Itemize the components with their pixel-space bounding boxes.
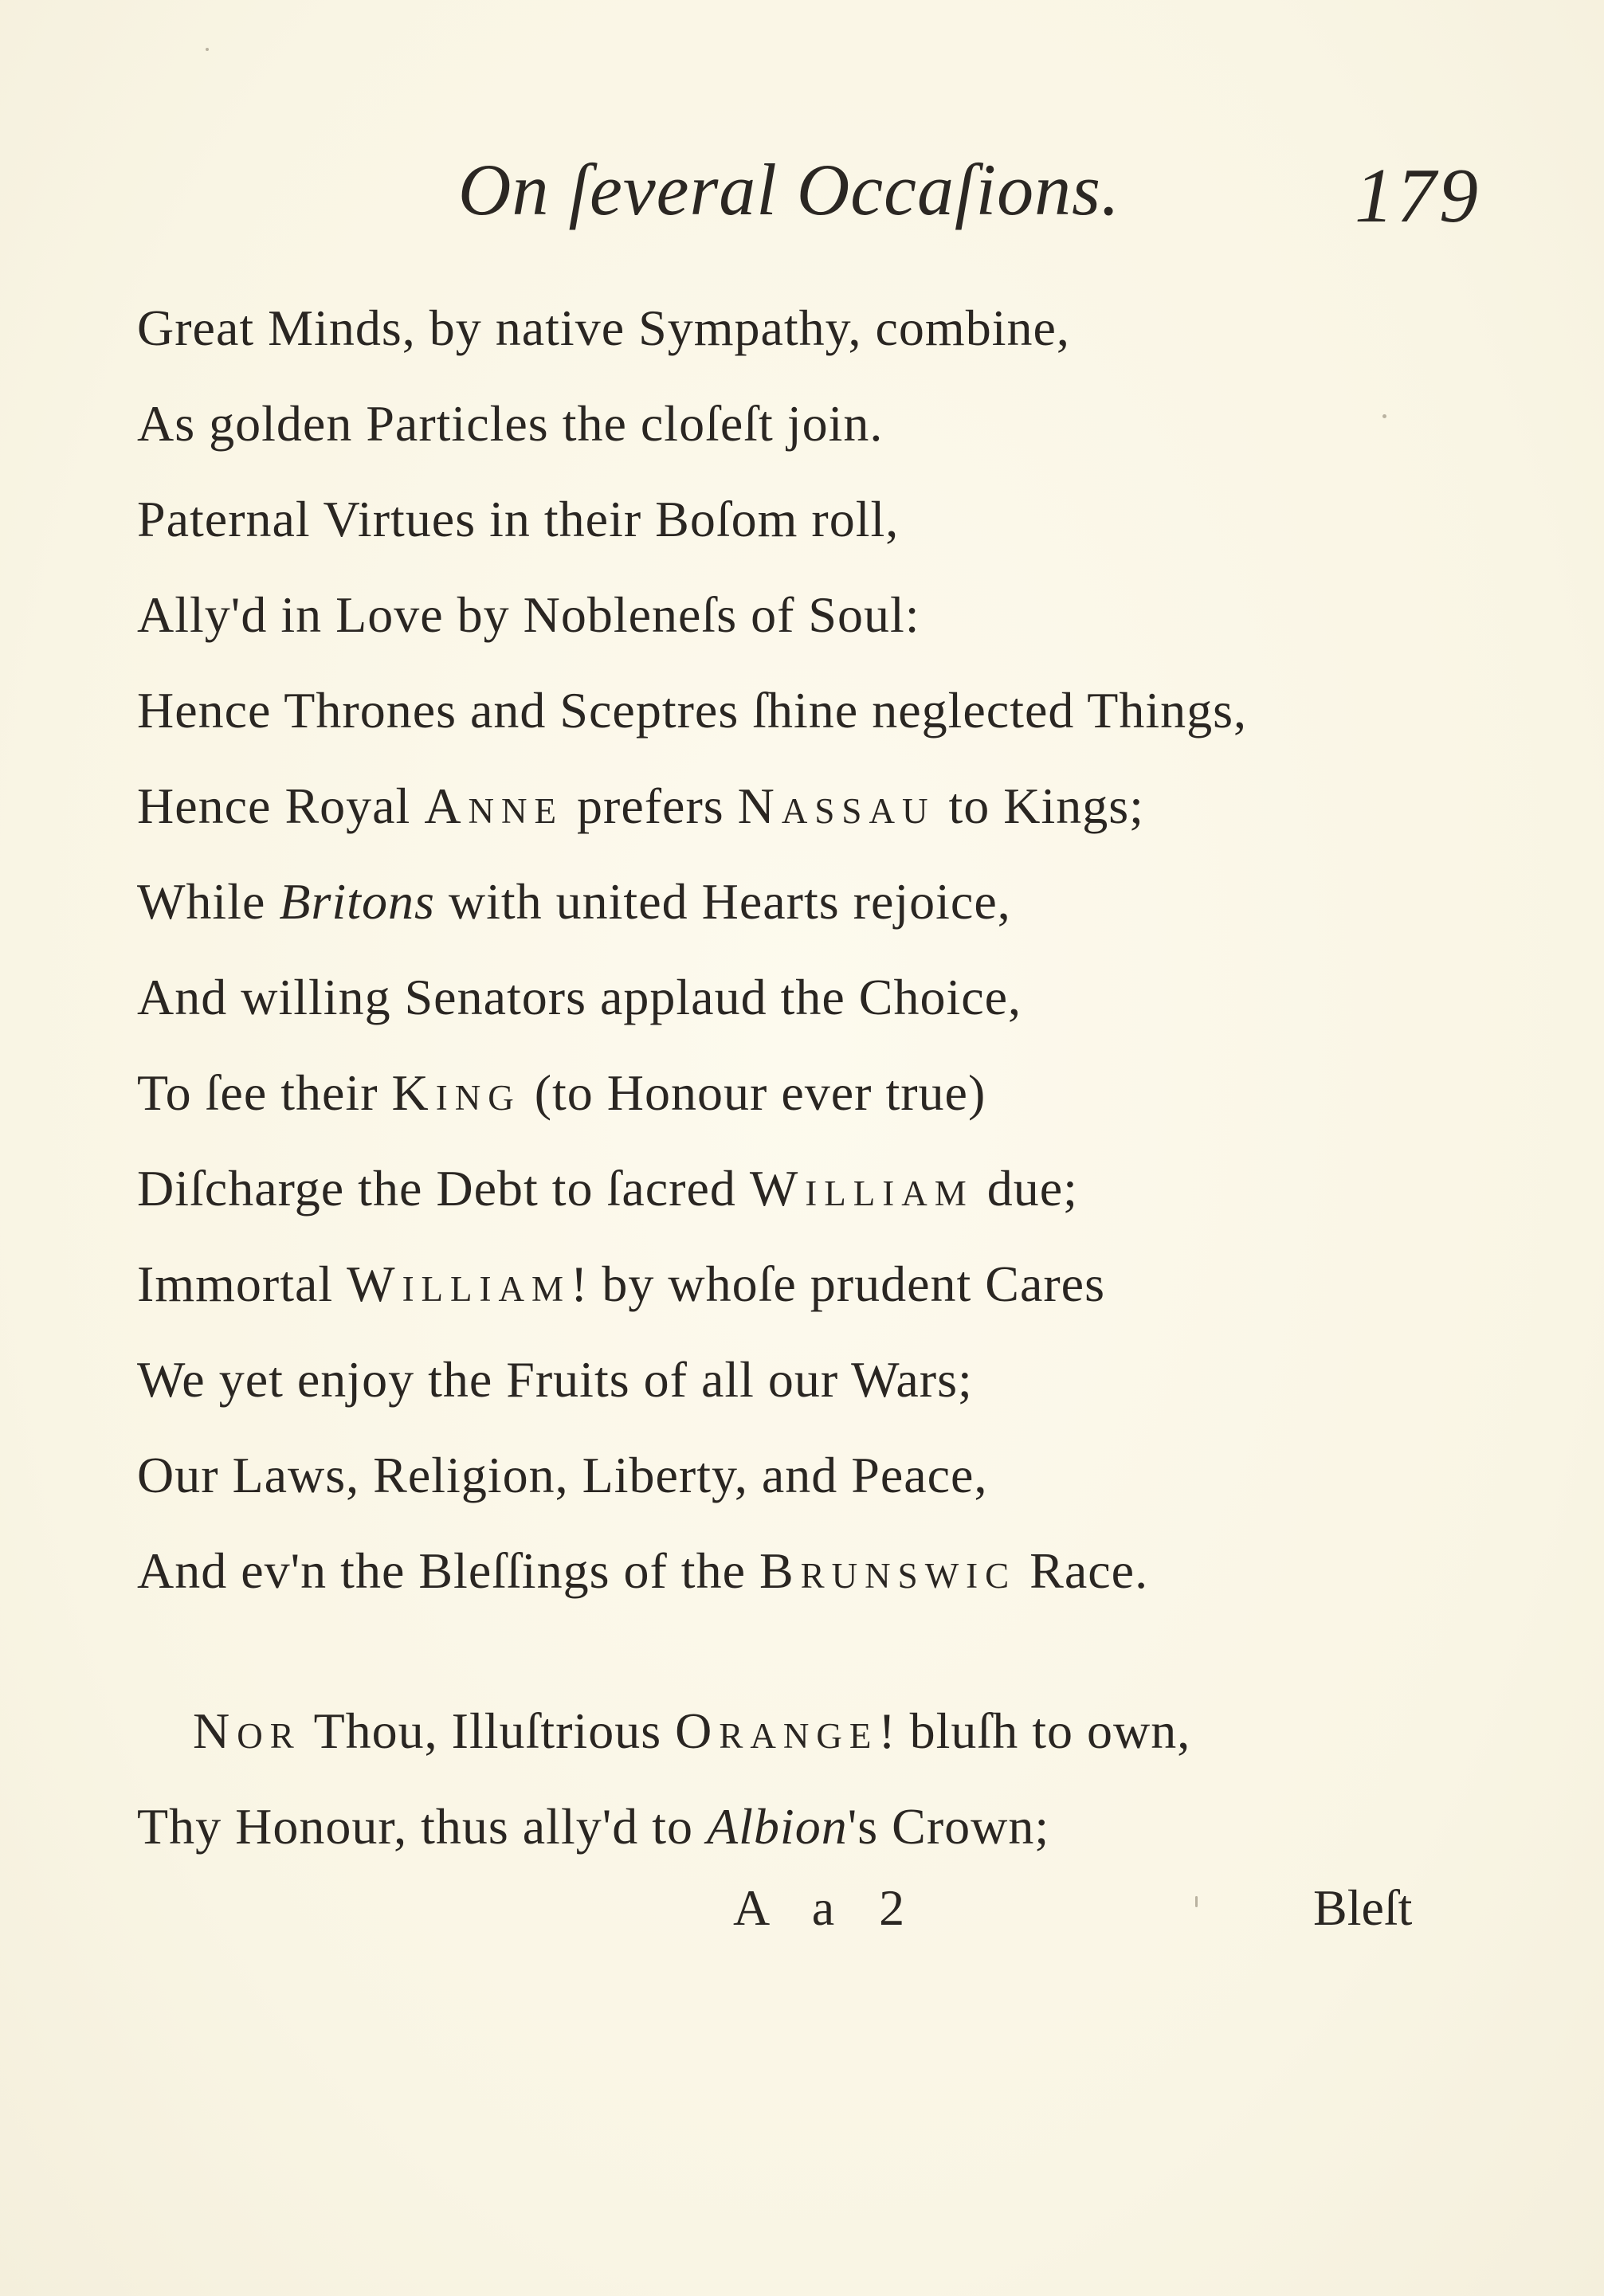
paper-speck <box>1382 414 1386 418</box>
verse-text: To ſee their <box>137 1064 392 1121</box>
small-caps-name: Orange <box>675 1702 879 1759</box>
running-title: On ſeveral Occaſions. <box>458 149 1120 230</box>
verse-line <box>137 1045 1492 1141</box>
verse-line: Our Laws, Religion, Liberty, and Peace, <box>137 1447 988 1503</box>
verse-text: with united Hearts rejoice, <box>434 873 1011 930</box>
verse-text: (to Honour ever true) <box>520 1064 986 1121</box>
verse-line: Ally'd in Love by Nobleneſs of Soul: <box>137 586 920 643</box>
italic-word: Albion <box>707 1798 848 1855</box>
verse-text: Diſcharge the Debt to ſacred <box>137 1160 750 1217</box>
verse-text: to Kings; <box>935 778 1144 834</box>
verse-line: Great Minds, by native Sympathy, combine, <box>137 300 1070 356</box>
paper-speck <box>206 48 209 51</box>
verse-line: As golden Particles the cloſeſt join. <box>137 395 884 452</box>
verse-text: due; <box>973 1160 1078 1217</box>
small-caps-name: King <box>391 1064 521 1121</box>
verse-line <box>137 758 1492 854</box>
verse-line <box>137 1779 1492 1875</box>
verse-text: ! bluſh to own, <box>878 1702 1191 1759</box>
verse-line <box>137 854 1492 950</box>
verse-text: prefers <box>563 778 738 834</box>
verse-text: Immortal <box>137 1256 347 1312</box>
small-caps-word: Nor <box>193 1702 301 1759</box>
small-caps-name: Anne <box>424 778 564 834</box>
italic-word: Britons <box>279 873 435 930</box>
small-caps-name: Nassau <box>737 778 935 834</box>
verse-text: And ev'n the Bleſſings of the <box>137 1542 759 1599</box>
verse-text: Race. <box>1016 1542 1149 1599</box>
page-number: 179 <box>1355 153 1481 239</box>
verse-text: While <box>137 873 280 930</box>
verse-line: And willing Senators applaud the Choice, <box>137 969 1022 1025</box>
stanza-two <box>137 1683 1492 1875</box>
paper-speck <box>1195 1896 1198 1907</box>
verse-text: 's Crown; <box>847 1798 1050 1855</box>
verse-line <box>137 1236 1492 1332</box>
small-caps-name: William <box>749 1160 974 1217</box>
verse-text: Thou, Illuſtrious <box>300 1702 676 1759</box>
verse-text: ! by whoſe prudent Cares <box>571 1256 1105 1312</box>
signature-mark: A a 2 <box>733 1879 921 1936</box>
verse-text: Thy Honour, thus ally'd to <box>137 1798 708 1855</box>
stanza-one <box>137 280 1492 1619</box>
verse-line <box>137 1523 1492 1619</box>
catchword: Bleſt <box>1313 1879 1413 1936</box>
small-caps-name: William <box>347 1256 571 1312</box>
verse-line: Hence Thrones and Sceptres ſhine neglected Things, <box>137 682 1247 739</box>
verse-line: We yet enjoy the Fruits of all our Wars; <box>137 1351 973 1408</box>
verse-text: Hence Royal <box>137 778 425 834</box>
verse-line <box>137 1683 1492 1779</box>
verse-line: Paternal Virtues in their Boſom roll, <box>137 491 900 547</box>
verse-line <box>137 1141 1492 1236</box>
small-caps-name: Brunswic <box>759 1542 1017 1599</box>
